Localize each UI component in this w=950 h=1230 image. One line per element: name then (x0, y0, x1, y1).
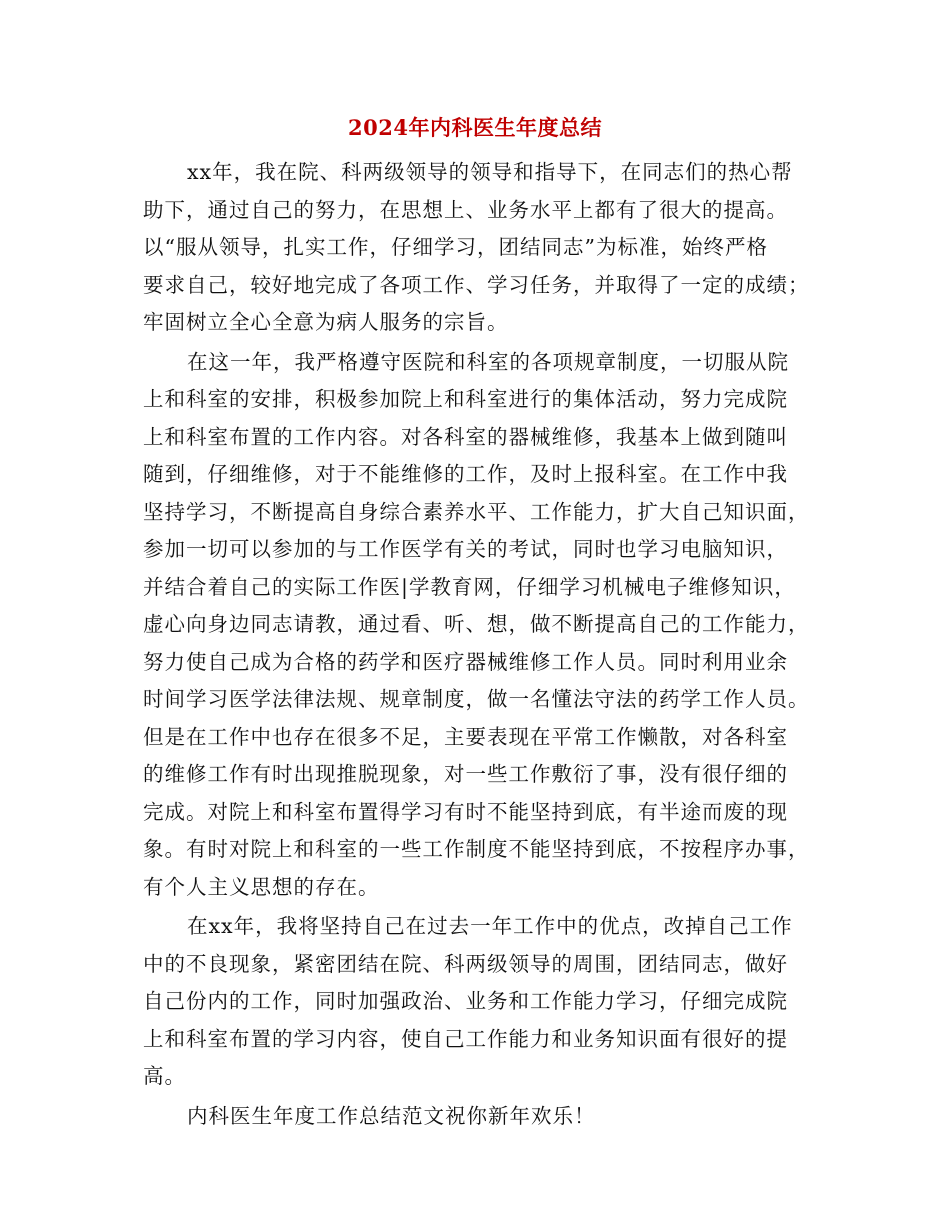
paragraph-line: 上和科室的安排，积极参加院上和科室进行的集体活动，努力完成院 (143, 387, 788, 411)
paragraph-line: 参加一切可以参加的与工作医学有关的考试，同时也学习电脑知识， (143, 537, 788, 561)
paragraph-line: 有个人主义思想的存在。 (143, 874, 380, 899)
paragraph-line: 随到，仔细维修，对于不能维修的工作，及时上报科室。在工作中我 (143, 462, 788, 486)
paragraph-line: 上和科室布置的学习内容，使自己工作能力和业务知识面有很好的提 (143, 1026, 788, 1051)
paragraph-line: 坚持学习，不断提高自身综合素养水平、工作能力，扩大自己知识面， (143, 499, 810, 524)
paragraph-line: 牢固树立全心全意为病人服务的宗旨。 (143, 310, 509, 334)
paragraph-line: 象。有时对院上和科室的一些工作制度不能坚持到底，不按程序办事， (143, 837, 810, 861)
paragraph-line: 在这一年，我严格遵守医院和科室的各项规章制度，一切服从院 (187, 349, 789, 374)
paragraph-line: 虚心向身边同志请教，通过看、听、想，做不断提高自己的工作能力， (143, 612, 810, 636)
paragraph-line: 上和科室布置的工作内容。对各科室的器械维修，我基本上做到随叫 (143, 424, 788, 449)
paragraph-line: 中的不良现象，紧密团结在院、科两级领导的周围，团结同志，做好 (143, 951, 788, 976)
paragraph-line: 要求自己，较好地完成了各项工作、学习任务，并取得了一定的成绩； (143, 272, 810, 297)
paragraph-line: 助下，通过自己的努力，在思想上、业务水平上都有了很大的提高。 (143, 197, 788, 222)
closing-line: 内科医生年度工作总结范文祝你新年欢乐！ (187, 1103, 596, 1128)
paragraph-line: xx年，我在院、科两级领导的领导和指导下，在同志们的热心帮 (187, 160, 793, 184)
paragraph-line: 以“服从领导，扎实工作，仔细学习，团结同志”为标准，始终严格 (143, 235, 768, 259)
paragraph-line: 高。 (143, 1064, 186, 1088)
paragraph-line: 努力使自己成为合格的药学和医疗器械维修工作人员。同时利用业余 (143, 649, 788, 674)
paragraph-line: 在xx年，我将坚持自己在过去一年工作中的优点，改掉自己工作 (187, 914, 793, 938)
paragraph-line: 并结合着自己的实际工作医|学教育网，仔细学习机械电子维修知识， (143, 574, 796, 599)
document-body (143, 154, 810, 1135)
paragraph-line: 的维修工作有时出现推脱现象，对一些工作敷衍了事，没有很仔细的 (143, 762, 788, 786)
paragraph-line: 但是在工作中也存在很多不足，主要表现在平常工作懒散，对各科室 (143, 724, 788, 749)
document-title: 2024年内科医生年度总结 (348, 115, 602, 140)
paragraph-line: 完成。对院上和科室布置得学习有时不能坚持到底，有半途而废的现 (143, 799, 788, 824)
paragraph-line: 自己份内的工作，同时加强政治、业务和工作能力学习，仔细完成院 (143, 989, 788, 1013)
paragraph-line: 时间学习医学法律法规、规章制度，做一名懂法守法的药学工作人员。 (143, 687, 810, 711)
